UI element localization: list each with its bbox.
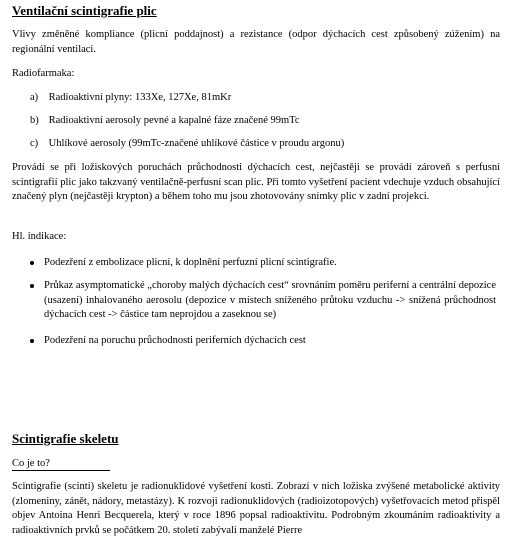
list-item xyxy=(30,115,299,126)
subheading: Co je to? xyxy=(12,458,110,471)
list-item-text: Uhlíkové aerosoly (99mTc-značené uhlíkové částice v proudu argonu) xyxy=(48,138,345,149)
radiopharmaceuticals-label: Radiofarmaka: xyxy=(12,68,75,79)
bullet-icon xyxy=(30,261,34,265)
section-heading-ventilation: Ventilační scintigrafie plic xyxy=(12,3,157,18)
indications-label: Hl. indikace: xyxy=(12,231,67,242)
list-item xyxy=(30,256,496,271)
list-item xyxy=(30,138,344,149)
bullet-icon xyxy=(30,339,34,343)
list-item-text: Podezření na poruchu průchodnosti periferních dýchacích cest xyxy=(44,335,306,346)
list-item xyxy=(30,279,496,323)
list-item-text: Radioaktivní aerosoly pevné a kapalné fáze značené 99mTc xyxy=(48,115,300,126)
list-marker: a) xyxy=(30,92,39,103)
intro-paragraph: Vlivy změněné kompliance (plicní poddajnost) a rezistance (odpor dýchacích cest způsobený zúžením) na regionální ventilaci. xyxy=(12,29,500,55)
list-item-text: Průkaz asymptomatické „choroby malých dýchacích cest“ srovnáním poměru periferní a centrální depozice (usazení) inhalovaného aerosolu (depozice v místech sníženého průtoku vzduchu -> snížená průchodnost dýchacích cest -> částice tam neprojdou a zaseknou se) xyxy=(44,280,496,320)
list-item-text: Radioaktivní plyny: 133Xe, 127Xe, 81mKr xyxy=(48,92,232,103)
skeleton-paragraph: Scintigrafie (scinti) skeletu je radionuklidové vyšetření kosti. Zobrazí v nich ložiska zvýšené metabolické aktivity (zlomeniny, zánět, nádory, metastázy). K rozvoji radionuklidových (radioizotopových) vyšetřovacích metod přispěl objev Antoina Henri Becquerela, který v roce 1896 popsal radioaktivitu. Podrobným zkoumáním radioaktivity a radioaktivních prvků se počátkem 20. století zabývali manželé Pierre xyxy=(12,481,500,536)
list-item xyxy=(30,92,231,103)
list-marker: b) xyxy=(30,115,39,126)
list-marker: c) xyxy=(30,138,39,149)
section-heading-skeleton: Scintigrafie skeletu xyxy=(12,431,119,446)
description-paragraph: Provádí se při ložiskových poruchách průchodnosti dýchacích cest, nejčastěji se provádí zároveň s perfusní scintigrafií plic jako takzvaný ventilačně-perfusní scan plic. Při tomto vyšetření pacient vdechuje vzduch obsahující značený plyn (nejčastěji krypton) a během toho mu jsou zhotovovány snímky plic v zadní projekci. xyxy=(12,162,500,202)
list-item-text: Podezření z embolizace plicní, k doplnění perfuzní plicní scintigrafie. xyxy=(44,257,337,268)
list-item xyxy=(30,334,496,349)
bullet-icon xyxy=(30,284,34,288)
